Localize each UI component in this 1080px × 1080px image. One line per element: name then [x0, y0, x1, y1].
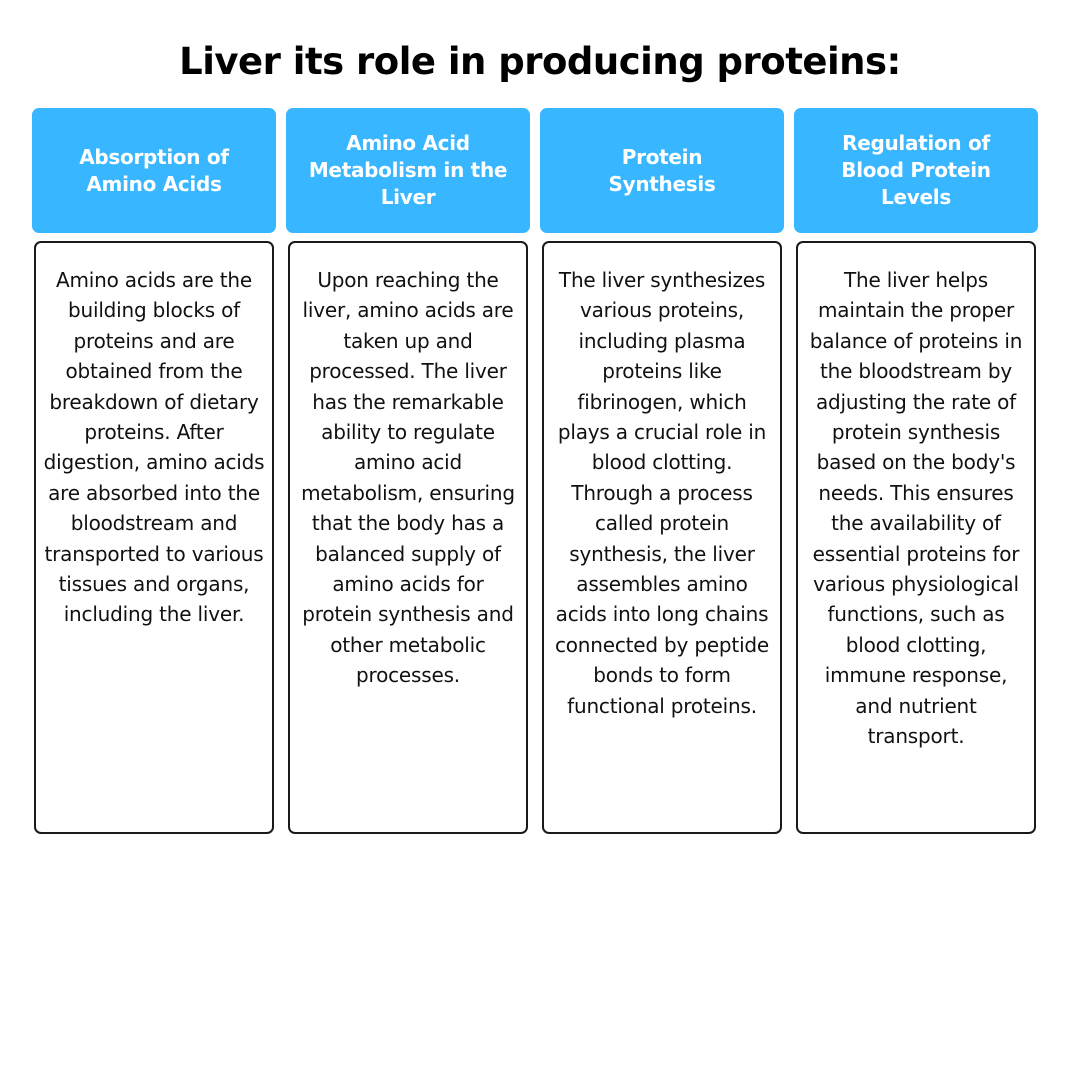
column-description-text: The liver helps maintain the proper balance of proteins in the bloodstream by adjusting the rate of protein synthesis based on the body's needs. This ensures the availability of essential proteins for various physiological functions, such as blood clotting, immune response, and nutrient transport. [809, 268, 1023, 749]
column-description-box [542, 241, 782, 834]
column-description-text: Upon reaching the liver, amino acids are taken up and processed. The liver has the remarkable ability to regulate amino acid metabolism, ensuring that the body has a balanced supply of amino acids for protein synthesis and other metabolic processes. [301, 268, 515, 688]
column-description-box [288, 241, 528, 834]
column-regulation-of-blood-protein-levels [794, 108, 1038, 749]
column-amino-acid-metabolism [286, 108, 530, 688]
column-absorption-of-amino-acids [32, 108, 276, 627]
column-header-label: Amino Acid Metabolism in the Liver [308, 131, 508, 209]
column-description-text: Amino acids are the building blocks of proteins and are obtained from the breakdown of dietary proteins. After digestion, amino acids are absorbed into the bloodstream and transported to various tissues and organs, including the liver. [43, 268, 265, 627]
column-header-label: Absorption of Amino Acids [79, 144, 229, 196]
column-description-text: The liver synthesizes various proteins, including plasma proteins like fibrinogen, which plays a crucial role in blood clotting. Through a process called protein synthesis, the liver assembles amino acids into long chains connected by peptide bonds to form functional proteins. [554, 268, 770, 718]
column-protein-synthesis [540, 108, 784, 718]
column-header [286, 108, 530, 233]
page-title: Liver its role in producing proteins: [179, 40, 901, 83]
column-header-label: Regulation of Blood Protein Levels [841, 131, 991, 209]
column-description-box [34, 241, 274, 834]
column-header [794, 108, 1038, 233]
column-header [540, 108, 784, 233]
column-description-box [796, 241, 1036, 834]
column-header-label: Protein Synthesis [608, 144, 716, 196]
column-header [32, 108, 276, 233]
